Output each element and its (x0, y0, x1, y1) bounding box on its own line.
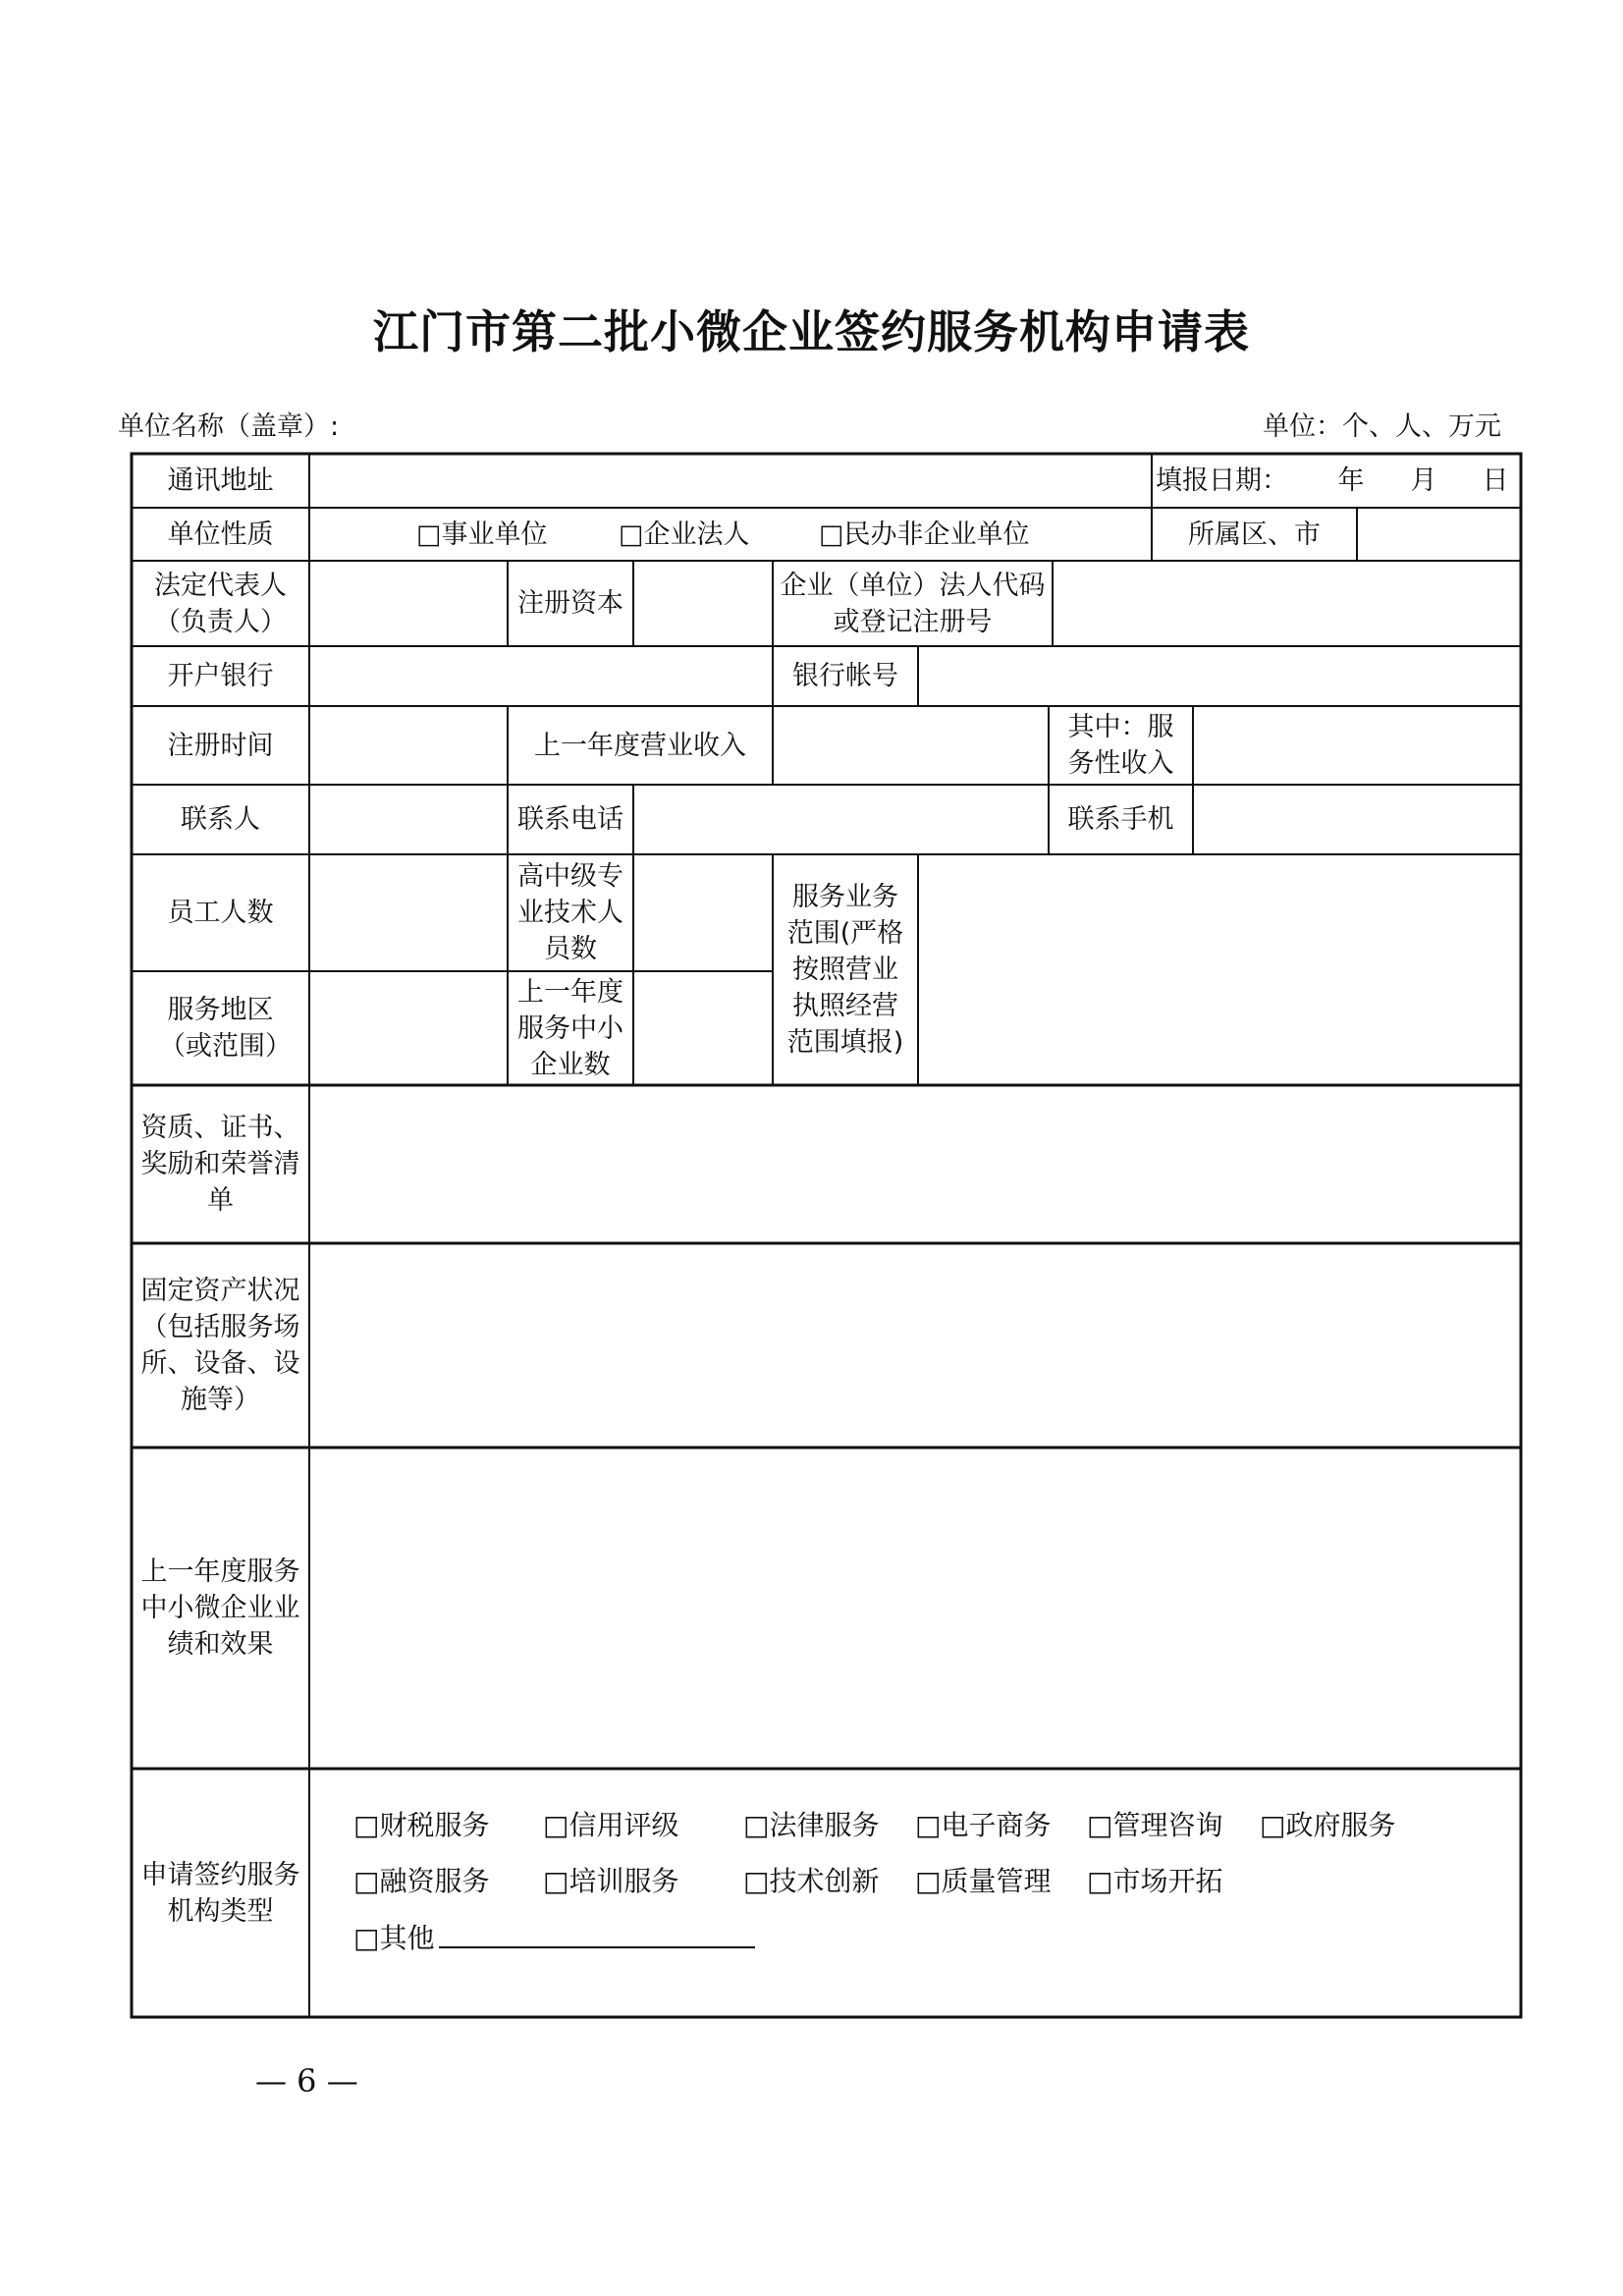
legal-rep-label: 法定代表人（负责人） (154, 570, 287, 637)
service-type-market-expansion[interactable]: □市场开拓 (1087, 1865, 1223, 1897)
nature-option-public[interactable]: □事业单位 (416, 519, 548, 550)
served-sme-field[interactable] (633, 971, 773, 1085)
service-type-other[interactable]: □其他 (353, 1922, 435, 1954)
day-label: 日 (1482, 465, 1509, 496)
type-label: 申请签约服务机构类型 (140, 1859, 300, 1927)
address-field[interactable] (309, 454, 1152, 508)
qualification-field[interactable] (309, 1085, 1521, 1243)
month-label: 月 (1410, 465, 1437, 496)
service-type-legal[interactable]: □法律服务 (743, 1809, 880, 1841)
address-label: 通讯地址 (167, 465, 274, 496)
nature-label: 单位性质 (167, 519, 274, 550)
contact-field[interactable] (309, 785, 508, 854)
reg-capital-label: 注册资本 (517, 588, 623, 619)
nature-option-private-nonprofit[interactable]: □民办非企业单位 (819, 519, 1030, 550)
mobile-field[interactable] (1193, 785, 1521, 854)
reg-time-label: 注册时间 (167, 730, 274, 761)
bank-label: 开户银行 (167, 661, 274, 691)
reg-time-field[interactable] (309, 706, 508, 785)
revenue-field[interactable] (773, 706, 1049, 785)
mobile-label: 联系手机 (1067, 804, 1174, 835)
reg-capital-field[interactable] (633, 561, 773, 646)
service-type-financing[interactable]: □融资服务 (353, 1865, 490, 1897)
account-field[interactable] (918, 646, 1521, 706)
service-type-credit-rating[interactable]: □信用评级 (543, 1809, 679, 1841)
service-type-quality-management[interactable]: □质量管理 (915, 1865, 1052, 1897)
contact-label: 联系人 (181, 804, 260, 835)
fill-date-label: 填报日期： (1156, 465, 1288, 496)
district-field[interactable] (1357, 508, 1521, 561)
year-label: 年 (1337, 465, 1365, 496)
area-label: 服务地区（或范围） (159, 995, 292, 1062)
area-field[interactable] (309, 971, 508, 1085)
service-type-tax[interactable]: □财税服务 (353, 1809, 490, 1841)
qualification-label: 资质、证书、奖励和荣誉清单 (140, 1113, 300, 1216)
revenue-label: 上一年度营业收入 (534, 730, 746, 761)
assets-field[interactable] (309, 1243, 1521, 1448)
unit-label: 单位：个、人、万元 (1263, 411, 1501, 442)
phone-label: 联系电话 (517, 804, 623, 835)
unit-name-label: 单位名称（盖章）: (118, 411, 340, 442)
served-sme-label: 上一年度服务中小企业数 (517, 976, 623, 1080)
service-type-tech-innovation[interactable]: □技术创新 (743, 1865, 880, 1897)
staff-field[interactable] (309, 854, 508, 971)
scope-label: 服务业务范围(严格按照营业执照经营范围填报) (786, 882, 904, 1058)
tech-staff-label: 高中级专业技术人员数 (517, 861, 623, 964)
district-label: 所属区、市 (1188, 519, 1321, 550)
bank-field[interactable] (309, 646, 773, 706)
form-title: 江门市第二批小微企业签约服务机构申请表 (373, 305, 1250, 358)
legal-rep-field[interactable] (309, 561, 508, 646)
staff-label: 员工人数 (167, 898, 274, 928)
performance-field[interactable] (309, 1448, 1521, 1769)
scope-field[interactable] (918, 854, 1521, 1085)
legal-code-label: 企业（单位）法人代码或登记注册号 (780, 570, 1046, 637)
service-revenue-field[interactable] (1193, 706, 1521, 785)
phone-field[interactable] (633, 785, 1049, 854)
tech-staff-field[interactable] (633, 854, 773, 971)
service-type-government[interactable]: □政府服务 (1260, 1809, 1396, 1841)
assets-label: 固定资产状况（包括服务场所、设备、设施等） (140, 1276, 300, 1415)
service-type-management-consulting[interactable]: □管理咨询 (1087, 1809, 1223, 1841)
legal-code-field[interactable] (1053, 561, 1521, 646)
nature-option-enterprise[interactable]: □企业法人 (619, 519, 750, 550)
service-type-ecommerce[interactable]: □电子商务 (915, 1809, 1052, 1841)
performance-label: 上一年度服务中小微企业业绩和效果 (140, 1557, 300, 1660)
account-label: 银行帐号 (792, 661, 898, 691)
service-revenue-label: 其中：服务性收入 (1067, 712, 1174, 779)
page-number: — 6 — (255, 2062, 358, 2100)
service-type-training[interactable]: □培训服务 (543, 1865, 679, 1897)
other-type-blank-line[interactable] (439, 1946, 755, 1948)
